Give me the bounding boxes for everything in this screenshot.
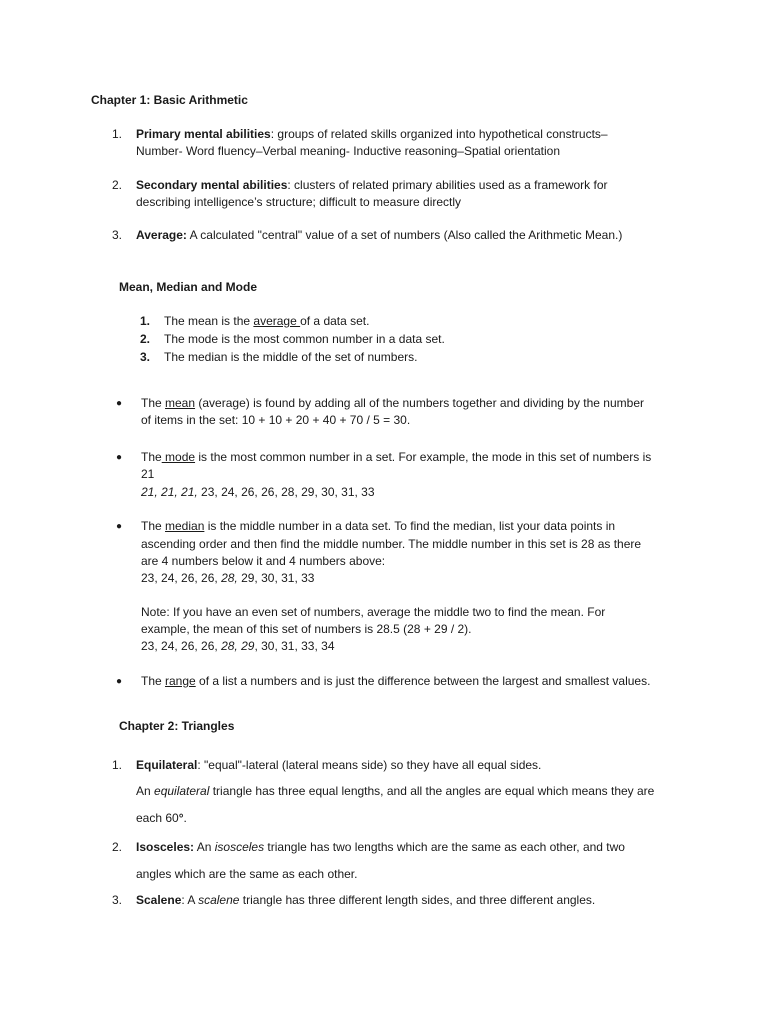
equilateral-definition: : "equal"-lateral (lateral means side) so they have all equal sides. <box>197 758 542 772</box>
chapter2-title: Chapter 2: Triangles <box>119 719 235 733</box>
mmm-list1-number: 1. <box>140 314 151 328</box>
note-values-middle: 28, 29 <box>221 639 255 653</box>
equilateral-line2-pre: An <box>136 784 155 798</box>
term-scalene: Scalene <box>136 893 182 907</box>
bullet-mean-term: mean <box>165 396 196 410</box>
term-primary-mental-abilities: Primary mental abilities <box>136 127 271 141</box>
mmm-list2-number: 2. <box>140 332 151 346</box>
mmm-list1-pre: The mean is the <box>164 314 254 328</box>
bullet-mode-values: 23, 24, 26, 26, 28, 29, 30, 31, 33 <box>197 485 375 499</box>
degree-symbol: ° <box>178 811 184 825</box>
bullet-mode-marker: ● <box>116 452 123 463</box>
chapter1-item2-line2: describing intelligence’s structure; difficult to measure directly <box>136 195 462 209</box>
bullet-mean-line2: of items in the set: 10 + 10 + 20 + 40 + 70 / 5 = 30. <box>141 413 411 427</box>
equilateral-italic: equilateral <box>154 784 210 798</box>
median-note-line3 <box>141 638 335 655</box>
bullet-mode-line3 <box>141 484 375 501</box>
bullet-median-term: median <box>165 519 205 533</box>
scalene-italic: scalene <box>198 893 240 907</box>
equilateral-line3-post: . <box>183 811 187 825</box>
bullet-mean-post: (average) is found by adding all of the numbers together and dividing by the number <box>195 396 644 410</box>
bullet-mode-italic-values: 21, 21, 21, <box>141 485 198 499</box>
term-secondary-mental-abilities: Secondary mental abilities <box>136 178 288 192</box>
bullet-median-line1 <box>141 518 615 535</box>
term-isosceles: Isosceles: <box>136 840 195 854</box>
mmm-list1-post: of a data set. <box>300 314 370 328</box>
bullet-mean-line1 <box>141 395 644 412</box>
median-values-post: 29, 30, 31, 33 <box>237 571 315 585</box>
chapter1-item3-number: 3. <box>112 228 123 242</box>
chapter1-item3-definition: A calculated "central" value of a set of numbers (Also called the Arithmetic Mean.) <box>186 228 623 242</box>
bullet-mean-marker: ● <box>116 398 123 409</box>
chapter1-item1-number: 1. <box>112 127 123 141</box>
term-average: Average: <box>136 228 187 242</box>
chapter2-item2-line1 <box>136 839 625 856</box>
chapter1-item2-definition: : clusters of related primary abilities used as a framework for <box>287 178 608 192</box>
chapter2-item2-number: 2. <box>112 840 123 854</box>
bullet-mode-post: is the most common number in a set. For example, the mode in this set of numbers is <box>195 450 652 464</box>
median-note-line2: example, the mean of this set of numbers is 28.5 (28 + 29 / 2). <box>141 622 472 636</box>
scalene-pre: : A <box>181 893 199 907</box>
mmm-list3-number: 3. <box>140 350 151 364</box>
note-values-post: , 30, 31, 33, 34 <box>254 639 335 653</box>
chapter1-item1-line2: Number- Word fluency–Verbal meaning- Inductive reasoning–Spatial orientation <box>136 144 561 158</box>
equilateral-line3-pre: each 60 <box>136 811 179 825</box>
mmm-list2-text: The mode is the most common number in a data set. <box>164 332 445 346</box>
bullet-mode-line2: 21 <box>141 467 155 481</box>
chapter2-item1-line3 <box>136 810 187 827</box>
bullet-mode-line1 <box>141 449 651 466</box>
median-values-middle: 28, <box>221 571 238 585</box>
bullet-median-line2: ascending order and then find the middle number. The middle number in this set is 28 as there <box>141 537 642 551</box>
chapter1-item1-definition: : groups of related skills organized into hypothetical constructs– <box>270 127 608 141</box>
bullet-range-post: of a list a numbers and is just the difference between the largest and smallest values. <box>195 674 651 688</box>
chapter1-item1-line1 <box>136 126 608 143</box>
chapter2-item2-line2: angles which are the same as each other. <box>136 867 358 881</box>
isosceles-pre: An <box>194 840 215 854</box>
bullet-range-marker: ● <box>116 676 123 687</box>
chapter2-item1-line2 <box>136 783 654 800</box>
bullet-median-marker: ● <box>116 521 123 532</box>
bullet-mode-pre: The <box>141 450 162 464</box>
bullet-median-line4 <box>141 570 314 587</box>
bullet-range-line1 <box>141 673 650 690</box>
mean-median-mode-heading: Mean, Median and Mode <box>119 280 258 294</box>
bullet-range-term: range <box>165 674 196 688</box>
chapter2-item1-line1 <box>136 757 541 774</box>
median-note-line1: Note: If you have an even set of numbers, average the middle two to find the mean. For <box>141 605 606 619</box>
scalene-post: triangle has three different length sides, and three different angles. <box>239 893 596 907</box>
median-values-pre: 23, 24, 26, 26, <box>141 571 222 585</box>
chapter1-item2-number: 2. <box>112 178 123 192</box>
isosceles-italic: isosceles <box>214 840 265 854</box>
bullet-range-pre: The <box>141 674 166 688</box>
chapter2-item1-number: 1. <box>112 758 123 772</box>
equilateral-line2-post: triangle has three equal lengths, and all the angles are equal which means they are <box>209 784 655 798</box>
mmm-list1-text <box>164 313 369 330</box>
isosceles-post: triangle has two lengths which are the same as each other, and two <box>264 840 625 854</box>
bullet-median-pre: The <box>141 519 166 533</box>
note-values-pre: 23, 24, 26, 26, <box>141 639 222 653</box>
chapter1-title: Chapter 1: Basic Arithmetic <box>91 93 248 107</box>
term-equilateral: Equilateral <box>136 758 198 772</box>
mmm-list3-text: The median is the middle of the set of numbers. <box>164 350 418 364</box>
chapter1-item2-line1 <box>136 177 608 194</box>
chapter1-item3-line1 <box>136 227 622 244</box>
bullet-median-line3: are 4 numbers below it and 4 numbers above: <box>141 554 386 568</box>
bullet-mean-pre: The <box>141 396 166 410</box>
bullet-median-post: is the middle number in a data set. To find the median, list your data points in <box>204 519 616 533</box>
mmm-list1-underlined: average <box>253 314 301 328</box>
chapter2-item3-number: 3. <box>112 893 123 907</box>
bullet-mode-term: mode <box>161 450 196 464</box>
chapter2-item3-line1 <box>136 892 595 909</box>
